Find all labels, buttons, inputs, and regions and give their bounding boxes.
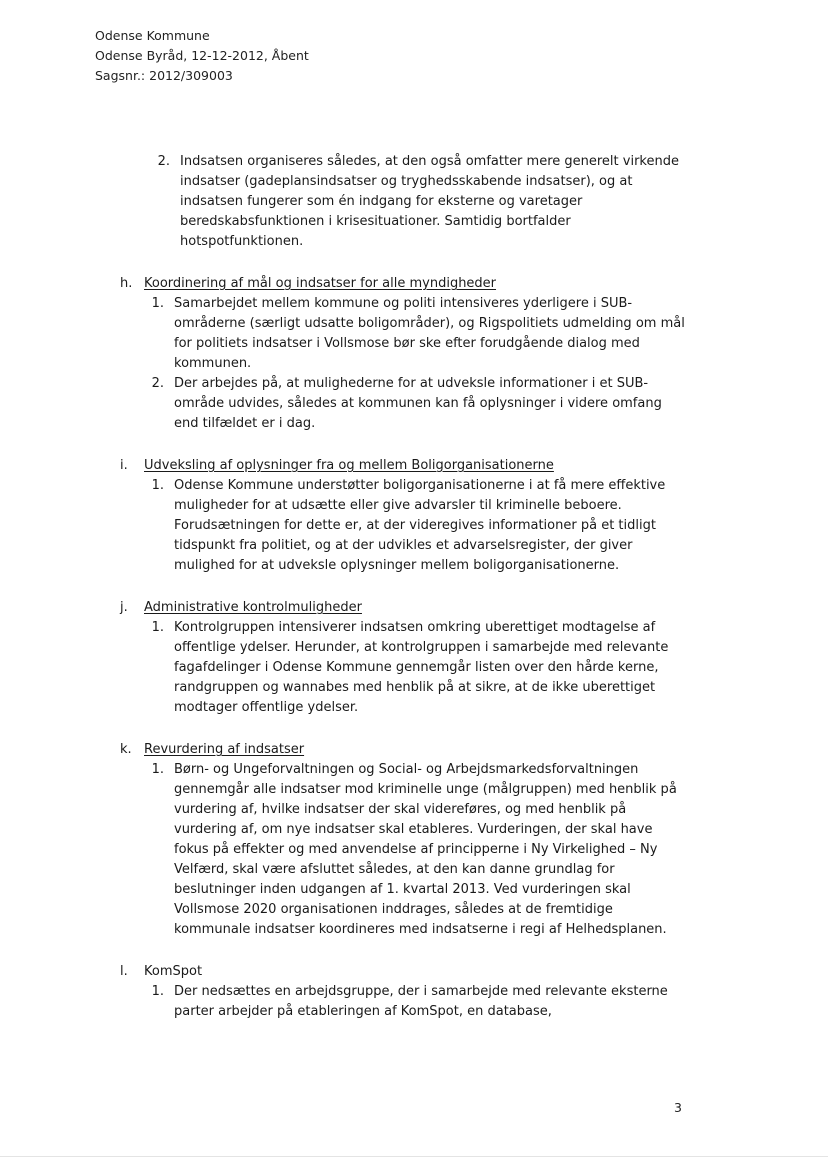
header-municipality: Odense Kommune	[95, 28, 210, 43]
list-item	[120, 374, 690, 434]
section-title: Udveksling af oplysninger fra og mellem Boligorganisationerne	[144, 458, 554, 473]
section-title: Administrative kontrolmuligheder	[144, 600, 362, 615]
section-title: KomSpot	[144, 964, 203, 979]
continued-list	[120, 152, 690, 252]
section-heading	[120, 274, 690, 294]
section-heading	[120, 598, 690, 618]
list-item-number: 1.	[151, 296, 164, 311]
section-letter: i.	[120, 458, 128, 473]
section-letter: l.	[120, 964, 128, 979]
list-item-number: 1.	[151, 984, 164, 999]
section-i	[120, 456, 690, 576]
list-item-number: 1.	[151, 620, 164, 635]
section-h	[120, 274, 690, 434]
section-heading	[120, 740, 690, 760]
list-item-number: 1.	[151, 762, 164, 777]
list-item-number: 2.	[151, 376, 164, 391]
list-item-text: Samarbejdet mellem kommune og politi intensiveres yderligere i SUB-områderne (særligt udsatte boligområder), og Rigspolitiets udmelding om mål for politiets indsatser i Vollsmose bør ske efter forudgående dialog med kommunen.	[174, 296, 685, 371]
list-item-number: 2.	[157, 154, 170, 169]
list-item	[120, 294, 690, 374]
section-letter: h.	[120, 276, 133, 291]
section-letter: j.	[120, 600, 128, 615]
list-item-text: Der arbejdes på, at mulighederne for at udveksle informationer i et SUB-område udvides, således at kommunen kan få oplysninger i videre omfang end tilfældet er i dag.	[174, 376, 662, 431]
list-item	[120, 982, 690, 1022]
list-item	[120, 476, 690, 576]
section-heading	[120, 962, 690, 982]
section-j	[120, 598, 690, 718]
list-item-text: Der nedsættes en arbejdsgruppe, der i samarbejde med relevante eksterne parter arbejder på etableringen af KomSpot, en database,	[174, 984, 668, 1019]
section-l	[120, 962, 690, 1022]
document-header	[95, 26, 309, 86]
list-item	[120, 760, 690, 940]
section-letter: k.	[120, 742, 132, 757]
document-body	[120, 152, 690, 1044]
list-item-text: Kontrolgruppen intensiverer indsatsen omkring uberettiget modtagelse af offentlige ydelser. Herunder, at kontrolgruppen i samarbejde med relevante fagafdelinger i Odense Kommune gennemgår listen over den hårde kerne, randgruppen og wannabes med henblik på at sikre, at de ikke uberettiget modtager offentlige ydelser.	[174, 620, 669, 715]
header-meeting: Odense Byråd, 12-12-2012, Åbent	[95, 48, 309, 63]
section-title: Revurdering af indsatser	[144, 742, 305, 757]
section-k	[120, 740, 690, 940]
list-item-number: 1.	[151, 478, 164, 493]
list-item-text: Børn- og Ungeforvaltningen og Social- og Arbejdsmarkedsforvaltningen gennemgår alle indsatser mod kriminelle unge (målgruppen) med henblik på vurdering af, hvilke indsatser der skal videreføres, og med henblik på vurdering af, om nye indsatser skal etableres. Vurderingen, der skal have fokus på effekter og med anvendelse af principperne i Ny Virkelighed – Ny Velfærd, skal være afsluttet således, at den kan danne grundlag for beslutninger inden udgangen af 1. kvartal 2013. Ved vurderingen skal Vollsmose 2020 organisationen inddrages, således at de fremtidige kommunale indsatser koordineres med indsatserne i regi af Helhedsplanen.	[174, 762, 677, 937]
section-heading	[120, 456, 690, 476]
page-number: 3	[674, 1100, 682, 1115]
page-bottom-edge	[0, 1156, 828, 1157]
list-item	[120, 152, 690, 252]
list-item-text: Odense Kommune understøtter boligorganisationerne i at få mere effektive muligheder for at udsætte eller give advarsler til kriminelle beboere. Forudsætningen for dette er, at der videregives informationer på et tidligt tidspunkt fra politiet, og at der udvikles et advarselsregister, der giver mulighed for at udveksle oplysninger mellem boligorganisationerne.	[174, 478, 666, 573]
header-case-number: Sagsnr.: 2012/309003	[95, 68, 233, 83]
list-item	[120, 618, 690, 718]
section-title: Koordinering af mål og indsatser for alle myndigheder	[144, 276, 497, 291]
list-item-text: Indsatsen organiseres således, at den også omfatter mere generelt virkende indsatser (gadeplansindsatser og tryghedsskabende indsatser), og at indsatsen fungerer som én indgang for eksterne og varetager beredskabsfunktionen i krisesituationer. Samtidig bortfalder hotspotfunktionen.	[180, 154, 679, 249]
